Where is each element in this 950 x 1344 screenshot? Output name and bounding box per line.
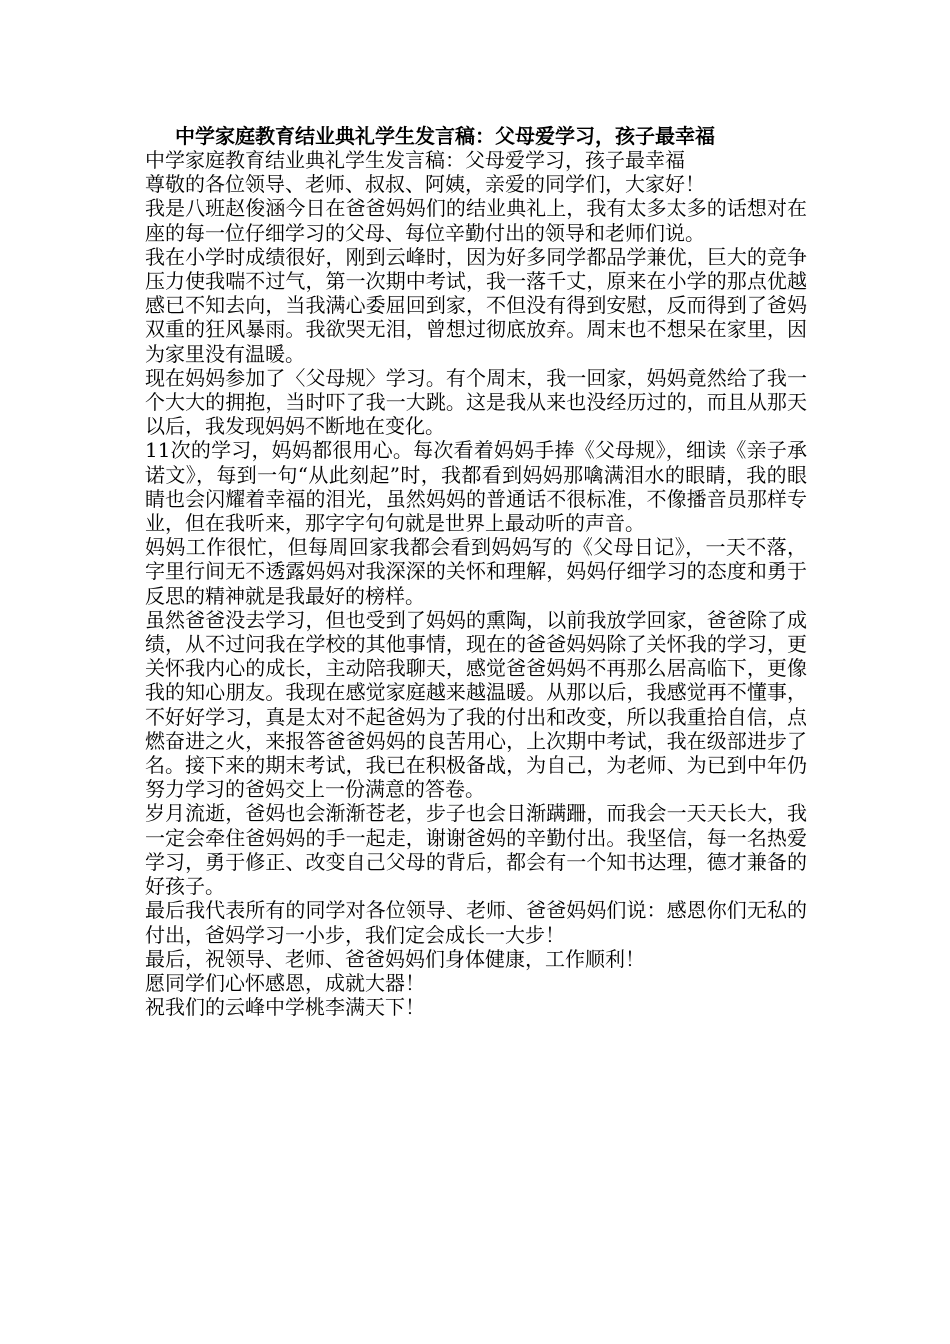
paragraph-diary: 妈妈工作很忙，但每周回家我都会看到妈妈写的《父母日记》，一天不落，字里行间无不透露妈妈对我深深的关怀和理解，妈妈仔细学习的态度和勇于反思的精神就是我最好的榜样。: [145, 535, 807, 608]
paragraph-intro: 我是八班赵俊涵今日在爸爸妈妈们的结业典礼上，我有太多太多的话想对在座的每一位仔细学习的父母、每位辛勤付出的领导和老师们说。: [145, 196, 807, 245]
document-title: 中学家庭教育结业典礼学生发言稿：父母爱学习，孩子最幸福: [175, 124, 715, 148]
paragraph-school: 祝我们的云峰中学桃李满天下！: [145, 995, 425, 1020]
paragraph-mother-study: 现在妈妈参加了〈父母规〉学习。有个周末，我一回家，妈妈竟然给了我一个大大的拥抱，当时吓了我一大跳。这是我从来也没经历过的，而且从那天以后，我发现妈妈不断地在变化。: [145, 365, 807, 439]
paragraph-eleven-lessons: 11次的学习，妈妈都很用心。每次看着妈妈手捧《父母规》，细读《亲子承诺文》，每到一句“从此刻起”时，我都看到妈妈那噙满泪水的眼睛，我的眼睛也会闪耀着幸福的泪光，虽然妈妈的普通话不很标准，不像播音员那样专业，但在我听来，那字字句句就是世界上最动听的声音。: [145, 438, 807, 536]
paragraph-time-passes: 岁月流逝，爸妈也会渐渐苍老，步子也会日渐蹒跚，而我会一天天长大，我一定会牵住爸妈妈的手一起走，谢谢爸妈的辛勤付出。我坚信，每一名热爱学习，勇于修正、改变自己父母的背后，都会有一个知书达理，德才兼备的好孩子。: [145, 801, 807, 899]
paragraph-wishes: 最后，祝领导、老师、爸爸妈妈们身体健康，工作顺利！: [145, 946, 645, 971]
paragraph-subtitle: 中学家庭教育结业典礼学生发言稿：父母爱学习，孩子最幸福: [145, 148, 685, 172]
paragraph-greeting: 尊敬的各位领导、老师、叔叔、阿姨，亲爱的同学们，大家好！: [145, 172, 705, 197]
paragraph-father: 虽然爸爸没去学习，但也受到了妈妈的熏陶，以前我放学回家，爸爸除了成绩，从不过问我在学校的其他事情，现在的爸爸妈妈除了关怀我的学习，更关怀我内心的成长，主动陪我聊天，感觉爸爸妈妈不再那么居高临下，更像我的知心朋友。我现在感觉家庭越来越温暖。从那以后，我感觉再不懂事，不好好学习，真是太对不起爸妈为了我的付出和改变，所以我重拾自信，点燃奋进之火，来报答爸爸妈妈的良苦用心，上次期中考试，我在级部进步了 名。接下来的期末考试，我已在积极备战，为自己，为老师、为已到中年仍努力学习的爸妈交上一份满意的答卷。: [145, 607, 827, 802]
paragraph-thanks: 最后我代表所有的同学对各位领导、老师、爸爸妈妈们说：感恩你们无私的付出，爸妈学习一小步，我们定会成长一大步！: [145, 898, 807, 947]
paragraph-classmates: 愿同学们心怀感恩，成就大器！: [145, 970, 425, 995]
document-body: [145, 124, 827, 1020]
paragraph-primary-school: 我在小学时成绩很好，刚到云峰时，因为好多同学都品学兼优，巨大的竞争压力使我喘不过气，第一次期中考试，我一落千丈，原来在小学的那点优越感已不知去向，当我满心委屈回到家，不但没有得到安慰，反而得到了爸妈双重的狂风暴雨。我欲哭无泪，曾想过彻底放弃。周末也不想呆在家里，因为家里没有温暖。: [145, 244, 807, 366]
